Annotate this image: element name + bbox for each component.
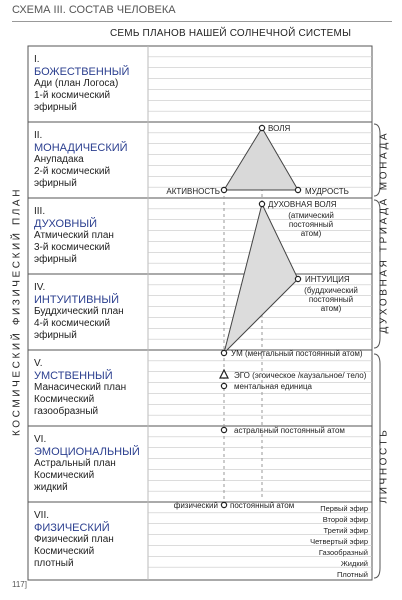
page-header: СХЕМА III. СОСТАВ ЧЕЛОВЕКА [12, 4, 176, 16]
plane-line: газообразный [34, 406, 99, 417]
plane-line: Атмический план [34, 230, 114, 241]
plane-line: Физический план [34, 534, 114, 545]
plane-line: жидкий [34, 482, 68, 493]
ether-label: Второй эфир [322, 515, 368, 524]
plane-number: VI. [34, 434, 47, 445]
spiritual-will-point [259, 201, 264, 206]
plane-line: плотный [34, 558, 74, 569]
mind-point [221, 350, 226, 355]
plane-4-text [34, 282, 124, 342]
plane-line: Манасический план [34, 382, 127, 393]
plane-line: Астральный план [34, 458, 116, 469]
wisdom-point [295, 187, 300, 192]
plane-name: МОНАДИЧЕСКИЙ [34, 142, 128, 154]
personality-label: ЛИЧНОСТЬ [378, 427, 390, 504]
plane-line: Космический [34, 470, 95, 481]
plane-name: ДУХОВНЫЙ [34, 218, 98, 230]
activity-label: АКТИВНОСТЬ [166, 187, 220, 196]
physical-atom-label-left: физический [173, 501, 218, 510]
ether-label: Плотный [336, 570, 368, 579]
plane-line: 3-й космический [34, 242, 111, 253]
activity-point [221, 187, 226, 192]
plane-5-text [34, 358, 126, 418]
mind-atom-label: УМ (ментальный постоянный атом) [231, 349, 363, 358]
ether-label: Первый эфир [320, 504, 368, 513]
ether-label: Четвертый эфир [310, 537, 368, 546]
plane-2-text [34, 130, 128, 190]
plane-line: Космический [34, 394, 95, 405]
intuition-point [295, 276, 300, 281]
plane-line: Космический [34, 546, 95, 557]
diagram-title: СЕМЬ ПЛАНОВ НАШЕЙ СОЛНЕЧНОЙ СИСТЕМЫ [110, 28, 352, 39]
plane-line: эфирный [34, 254, 77, 265]
plane-3-text [34, 206, 114, 266]
plane-line: 4-й космический [34, 318, 111, 329]
plane-number: V. [34, 358, 43, 369]
plane-line: эфирный [34, 178, 77, 189]
monad-triangle [224, 128, 298, 190]
intuition-label: ИНТУИЦИЯ [305, 275, 350, 284]
plane-name: ИНТУИТИВНЫЙ [34, 294, 120, 306]
astral-atom-point [221, 427, 226, 432]
plane-1-text [34, 54, 129, 114]
plane-line: 1-й космический [34, 90, 111, 101]
plane-name: ФИЗИЧЕСКИЙ [34, 522, 110, 534]
wisdom-label: МУДРОСТЬ [305, 187, 349, 196]
will-point [259, 125, 264, 130]
triad-label: ДУХОВНАЯ ТРИАДА [378, 196, 390, 334]
mental-unit-label: ментальная единица [234, 382, 312, 391]
physical-atom-label-right: постоянный атом [230, 501, 295, 510]
plane-number: I. [34, 54, 40, 65]
buddhic-atom-label: (буддхический постоянный атом) [304, 286, 358, 313]
plane-name: ЭМОЦИОНАЛЬНЫЙ [34, 446, 140, 458]
spiritual-will-label: ДУХОВНАЯ ВОЛЯ [268, 200, 337, 209]
ego-label: ЭГО (эгоическое /каузальное/ тело) [234, 371, 367, 380]
physical-atom-point [221, 502, 226, 507]
plane-line: Буддхический план [34, 306, 124, 317]
ego-triangle-icon [220, 370, 228, 378]
plane-line: Ади (план Логоса) [34, 78, 119, 89]
plane-7-text [34, 510, 114, 570]
plane-line: эфирный [34, 330, 77, 341]
plane-name: УМСТВЕННЫЙ [34, 370, 113, 382]
ether-label: Жидкий [340, 559, 368, 568]
plane-number: III. [34, 206, 46, 217]
astral-atom-label: астральный постоянный атом [234, 426, 345, 435]
plane-name: БОЖЕСТВЕННЫЙ [34, 66, 130, 78]
monad-label: МОНАДА [378, 130, 390, 191]
atmic-atom-label: (атмический постоянный атом) [288, 211, 334, 238]
plane-6-text [34, 434, 140, 494]
plane-number: IV. [34, 282, 46, 293]
page-number: 117] [12, 580, 27, 589]
left-vertical-label: КОСМИЧЕСКИЙ ФИЗИЧЕСКИЙ ПЛАН [11, 186, 23, 437]
plane-number: VII. [34, 510, 50, 521]
plane-number: II. [34, 130, 43, 141]
plane-line: 2-й космический [34, 166, 111, 177]
plane-line: Анупадака [34, 154, 84, 165]
ether-label: Газообразный [318, 548, 368, 557]
will-label: ВОЛЯ [268, 124, 291, 133]
mental-unit-point [221, 383, 226, 388]
plane-line: эфирный [34, 102, 77, 113]
ether-label: Третий эфир [323, 526, 368, 535]
